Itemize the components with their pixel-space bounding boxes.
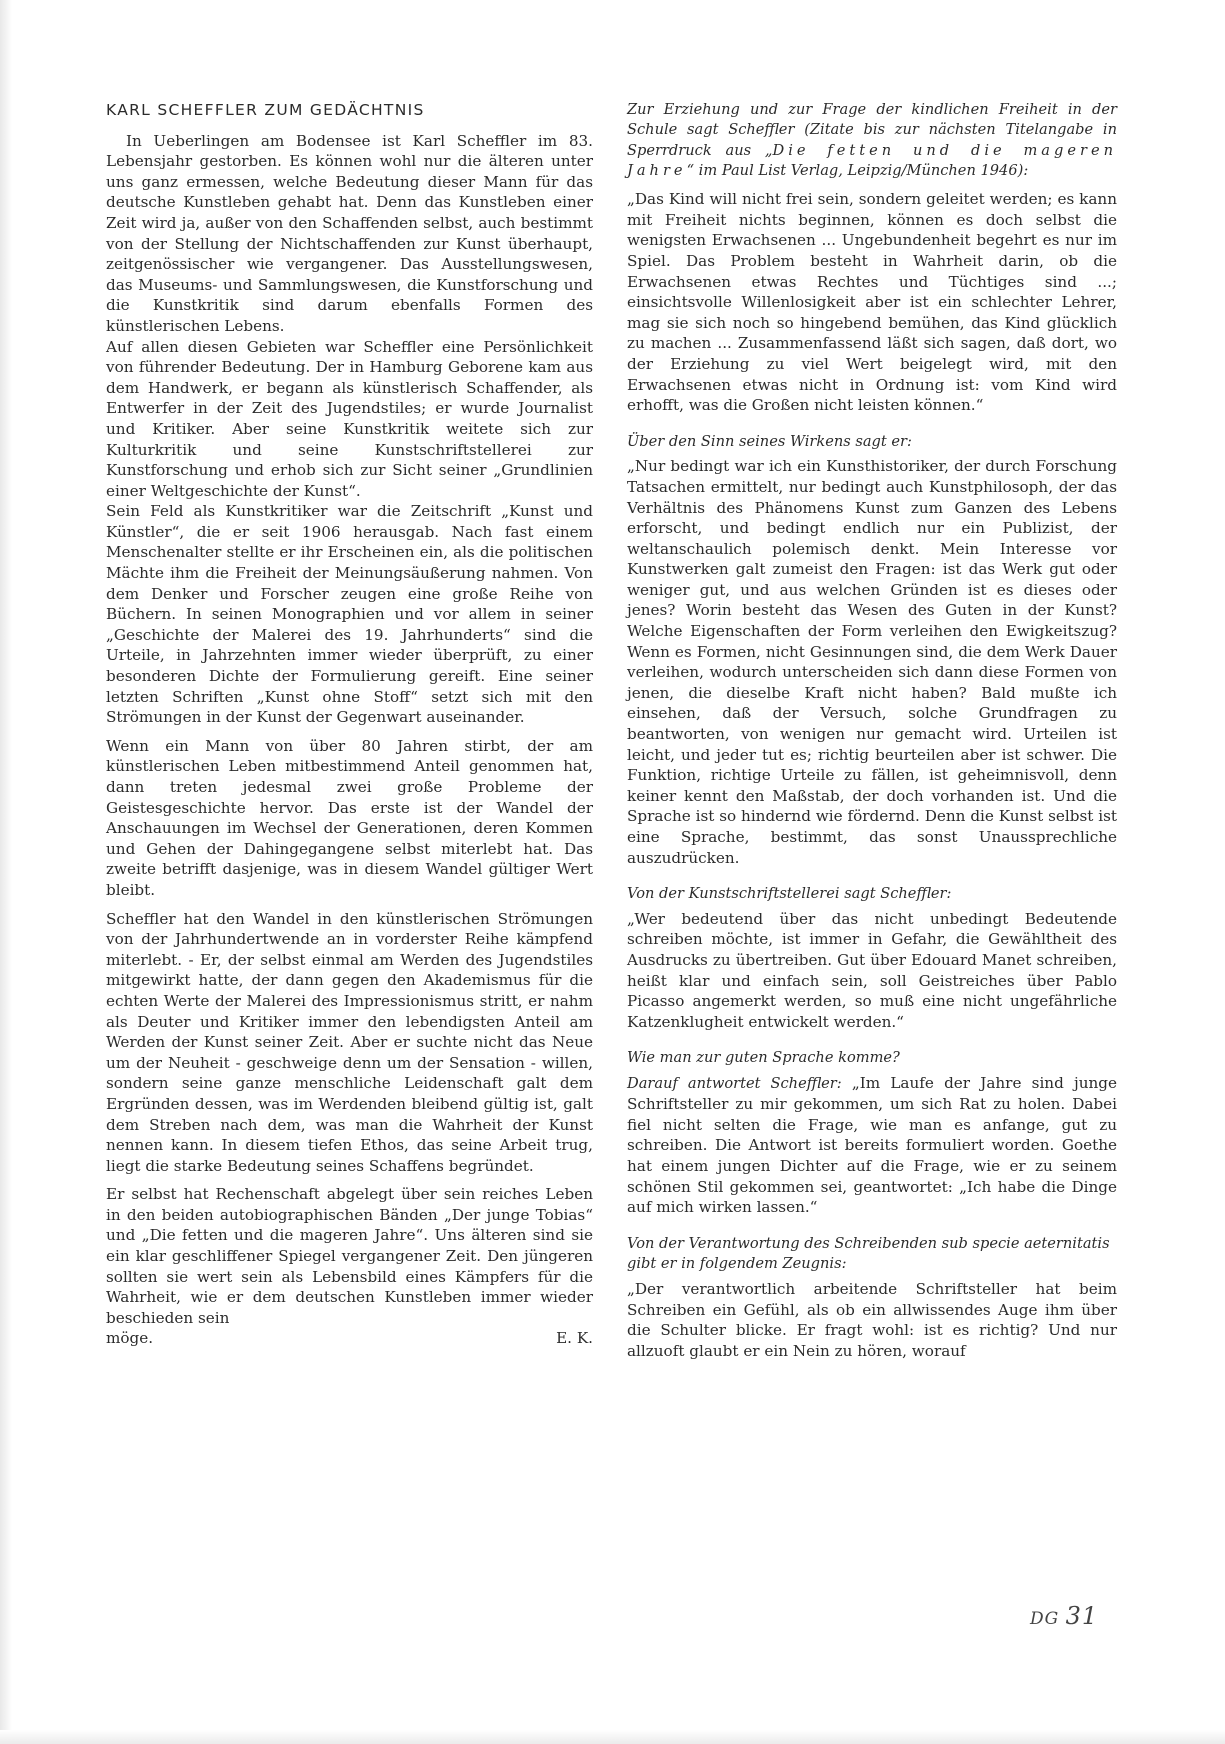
page-number (1030, 1602, 1098, 1630)
paragraph: Wenn ein Mann von über 80 Jahren stirbt, der am künstlerischen Leben mitbestimmend Anteil genommen hat, dann treten jedesmal zwei große Probleme der Geistesgeschichte hervor. Das erste ist der Wandel der Anschauungen im Wechsel der Generationen, deren Kommen und Gehen der Dahingegangene selbst miterlebt hat. Das zweite betrifft dasjenige, was in diesem Wandel gültiger Wert bleibt. (106, 736, 593, 899)
signature-line (106, 1328, 593, 1349)
intro-note (627, 100, 1117, 181)
folio-prefix: DG (1030, 1609, 1060, 1629)
paragraph-sprache (627, 1073, 1117, 1218)
paragraph: Er selbst hat Rechenschaft abgelegt über sein reiches Leben in den beiden autobiographischen Bänden „Der junge Tobias“ und „Die fetten und die mageren Jahre“. Uns älteren sind sie ein klar geschliffener Spiegel vergangener Zeit. Den jüngeren sollten sie wert sein als Lebensbild eines Kämpfers für die Wahrheit, wie er dem deutschen Kunstleben immer wieder beschieden sein (106, 1185, 593, 1327)
author-signature: E. K. (556, 1329, 593, 1348)
book-title-spaced: Die fetten und die mageren Jahre (627, 141, 1117, 179)
quote-kunstschriftstellerei: „Wer bedeutend über das nicht unbedingt Bedeutende schreiben möchte, ist immer in Gefahr, die Gewähltheit des Ausdrucks zu übertreiben. Gut über Edouard Manet schreiben, heißt klar und einfach sein, soll Geistreiches über Pablo Picasso angemerkt werden, so muß eine nicht ungefährliche Katzenklugheit entwickelt werden.“ (627, 909, 1117, 1031)
label-sinn: Über den Sinn seines Wirkens sagt er: (627, 432, 912, 450)
quote-erziehung: „Das Kind will nicht frei sein, sondern geleitet werden; es kann mit Freiheit nichts beginnen, können es doch selbst die wenigsten Erwachsenen ... Ungebundenheit begehrt es nur im Spiel. Das Problem besteht in Wahrheit darin, ob die Erwachsenen etwas Rechtes und Tüchtiges sind ...; einsichtsvolle Willenlosigkeit aber ist ein schlechter Lehrer, mag sie sich noch so hingebend bemühen, das Kind glücklich zu machen ... Zusammenfassend läßt sich sagen, daß dort, wo der Erziehung zu viel Wert beigelegt wird, mit den Erwachsenen etwas nicht in Ordnung ist: vom Kind wird erhofft, was die Großen nicht leisten können.“ (627, 190, 1117, 415)
folio-number: 31 (1065, 1602, 1099, 1630)
label-kunstschriftstellerei: Von der Kunstschriftstellerei sagt Scheffler: (627, 885, 952, 903)
article-title: KARL SCHEFFLER ZUM GEDÄCHTNIS (106, 101, 425, 119)
paragraph: In Ueberlingen am Bodensee ist Karl Scheffler im 83. Lebensjahr gestorben. Es können wohl nur die älteren unter uns ganz ermessen, welche Bedeutung dieser Mann für das deutsche Kunstleben gehabt hat. Denn das Kunstleben einer Zeit wird ja, außer von den Schaffenden selbst, auch bestimmt von der Stellung der Nichtschaffenden zur Kunst überhaupt, zeitgenössischer wie vergangener. Das Ausstellungswesen, das Museums- und Sammlungswesen, die Kunstforschung und die Kunstkritik sind darum ebenfalls Formen des künstlerischen Lebens. (106, 131, 593, 335)
paragraph: Sein Feld als Kunstkritiker war die Zeitschrift „Kunst und Künstler“, die er seit 1906 herausgab. Nach fast einem Menschenalter stellte er ihr Erscheinen ein, als die politischen Mächte ihm die Freiheit der Meinungsäußerung nahmen. Von dem Denker und Forscher zeugen eine große Reihe von Büchern. In seinen Monographien und vor allem in seiner „Geschichte der Malerei des 19. Jahrhunderts“ sind die Urteile, in Jahrzehnten immer wieder überprüft, zu einer besonderen Dichte der Formulierung gereift. Eine seiner letzten Schriften „Kunst ohne Stoff“ setzt sich mit den Strömungen in der Kunst der Gegenwart auseinander. (106, 502, 593, 727)
intro-text: Zur Erziehung und zur Frage der kindlichen Freiheit in der Schule sagt Scheffler (Zitate bis zur nächsten Titelangabe in Sperrdruck aus „ (627, 101, 1117, 159)
page-edge-shadow (0, 0, 12, 1744)
quote-sinn: „Nur bedingt war ich ein Kunsthistoriker, der durch Forschung Tatsachen ermittelt, nur bedingt auch Kunstphilosoph, der das Verhältnis des Phänomens Kunst zum Ganzen des Lebens erforscht, und bedingt endlich nur ein Publizist, der weltanschaulich polemisch denkt. Mein Interesse vor Kunstwerken galt zumeist den Fragen: ist das Werk gut oder weniger gut, und aus welchen Gründen ist es dieses oder jenes? Worin besteht das Wesen des Guten in der Kunst? Welche Eigenschaften der Form verleihen den Ewigkeitszug? Wenn es Formen, nicht Gesinnungen sind, die dem Werk Dauer verleihen, wodurch unterscheiden sich dann diese Formen von jenen, die dieselbe Kraft nicht haben? Bald mußte ich einsehen, daß der Versuch, solche Grundfragen zu beantworten, von wenigen nur gemacht wird. Urteilen ist leicht, und jeder tut es; richtig beurteilen aber ist schwer. Die Funktion, richtige Urteile zu fällen, ist geheimnisvoll, denn keiner kennt den Maßstab, der doch vorhanden ist. Und die Sprache ist so hindernd wie fördernd. Denn die Kunst selbst ist eine Sprache, bestimmt, das sonst Unaussprechliche auszudrücken. (627, 457, 1117, 867)
paragraph: Scheffler hat den Wandel in den künstlerischen Strömungen von der Jahrhundertwende an in vorderster Reihe kämpfend miterlebt. - Er, der selbst einmal am Werden des Jugendstiles mitgewirkt hatte, der dann gegen den Akademismus für die echten Werte der Malerei des Impressionismus stritt, er nahm als Deuter und Kritiker immer den lebendigsten Anteil am Werden der Kunst seiner Zeit. Aber er suchte nicht das Neue um der Neuheit - geschweige denn um der Sensation - willen, sondern seine ganze menschliche Leidenschaft galt dem Ergründen dessen, was im Werdenden bleibend gültig ist, galt dem Streben nach dem, was man die Wahrheit der Kunst nennen kann. In diesem tiefen Ethos, das seine Arbeit trug, liegt die starke Bedeutung seines Schaffens begründet. (106, 909, 593, 1175)
label-sprache: Wie man zur guten Sprache komme? (627, 1049, 900, 1067)
label-verantwortung: Von der Verantwortung des Schreibenden sub specie aeternitatis gibt er in folgendem Zeugnis: (627, 1234, 1110, 1273)
label-darauf: Darauf antwortet Scheffler: (627, 1074, 842, 1092)
closing-word: möge. (106, 1329, 154, 1348)
left-column (106, 100, 593, 1349)
intro-text-end: “ im Paul List Verlag, Leipzig/München 1946): (686, 161, 1029, 179)
quote-verantwortung: „Der verantwortlich arbeitende Schriftsteller hat beim Schreiben ein Gefühl, als ob ein allwissendes Auge ihm über die Schulter blicke. Er fragt wohl: ist es richtig? Und nur allzuoft glaubt er ein Nein zu hören, worauf (627, 1279, 1117, 1360)
right-column (627, 100, 1117, 1361)
paragraph: Auf allen diesen Gebieten war Scheffler eine Persönlichkeit von führender Bedeutung. Der in Hamburg Geborene kam aus dem Handwerk, er begann als künstlerisch Schaffender, als Entwerfer in der Zeit des Jugendstiles; er wurde Journalist und Kritiker. Aber seine Kunstkritik weitete sich zur Kulturkritik und seine Kunstschriftstellerei zur Kunstforschung und erhob sich zur Sicht seiner „Grundlinien einer Weltgeschichte der Kunst“. (106, 337, 593, 500)
quote-sprache: „Im Laufe der Jahre sind junge Schriftsteller zu mir gekommen, um sich Rat zu holen. Dabei fiel nicht selten die Frage, wie man es anfange, gut zu schreiben. Die Antwort ist bereits formuliert worden. Goethe hat einem jungen Dichter auf die Frage, wie er zu seinem schönen Stil gekommen sei, geantwortet: „Ich habe die Dinge auf mich wirken lassen.“ (627, 1073, 1117, 1217)
page-bottom-shadow (0, 1730, 1225, 1744)
